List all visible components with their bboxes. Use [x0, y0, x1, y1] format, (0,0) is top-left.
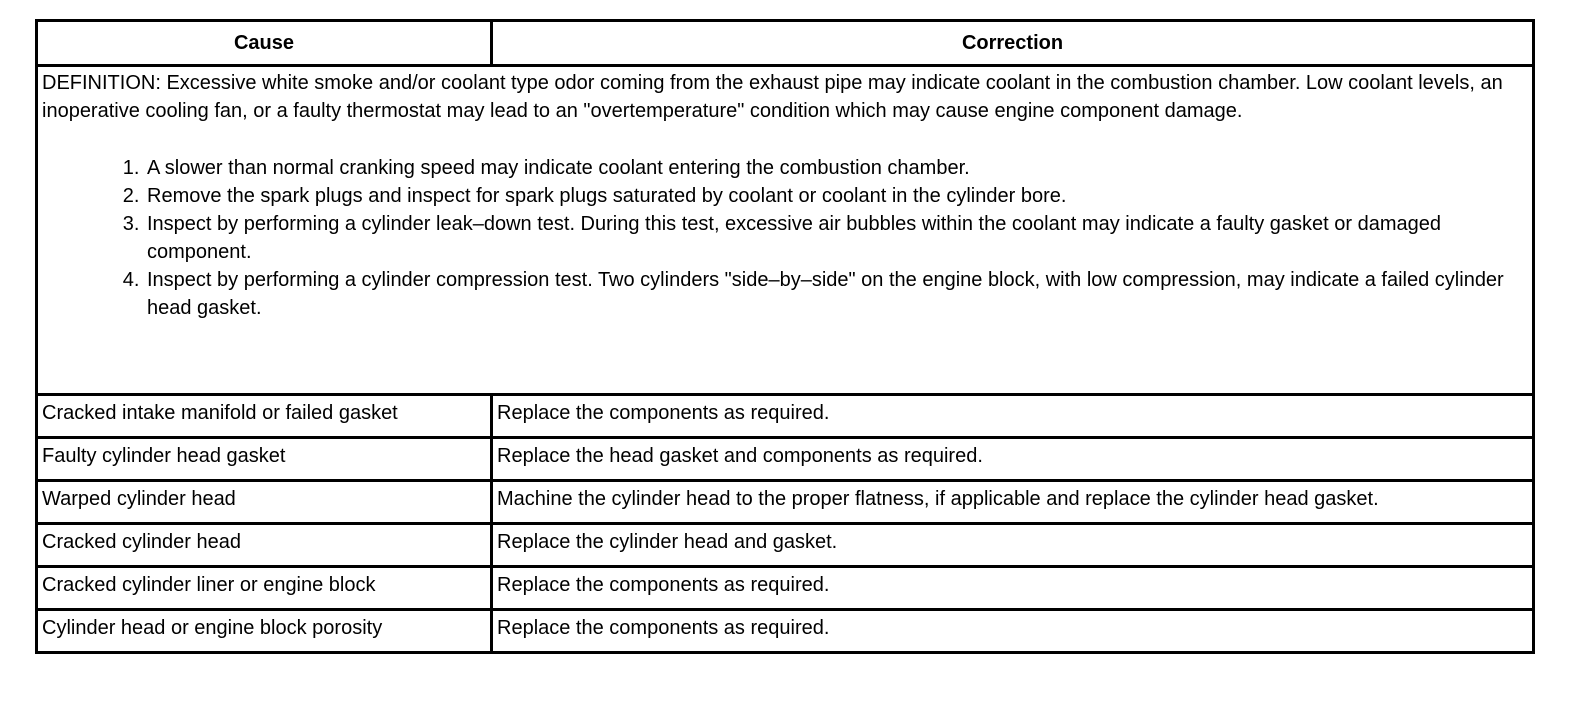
cause-cell: Faulty cylinder head gasket — [37, 438, 492, 481]
definition-row — [37, 66, 1534, 395]
table-row — [37, 438, 1534, 481]
table-row — [37, 481, 1534, 524]
inspection-steps-list — [42, 154, 1529, 322]
correction-cell: Replace the head gasket and components as required. — [492, 438, 1534, 481]
header-row — [37, 21, 1534, 66]
cause-cell: Cracked cylinder head — [37, 524, 492, 567]
cause-cell: Warped cylinder head — [37, 481, 492, 524]
table-row — [37, 524, 1534, 567]
inspection-step: 4. Inspect by performing a cylinder compression test. Two cylinders "side–by–side" on the engine block, with low compression, may indicate a failed cylinder head gasket. — [145, 266, 1529, 322]
cause-cell: Cracked intake manifold or failed gasket — [37, 395, 492, 438]
inspection-step: 1. A slower than normal cranking speed may indicate coolant entering the combustion chamber. — [145, 154, 1529, 182]
table-row — [37, 395, 1534, 438]
diagnosis-table — [35, 19, 1535, 654]
cause-column-header: Cause — [37, 21, 492, 66]
correction-cell: Replace the components as required. — [492, 567, 1534, 610]
correction-cell: Replace the cylinder head and gasket. — [492, 524, 1534, 567]
correction-cell: Machine the cylinder head to the proper flatness, if applicable and replace the cylinder head gasket. — [492, 481, 1534, 524]
cause-cell: Cracked cylinder liner or engine block — [37, 567, 492, 610]
inspection-step: 2. Remove the spark plugs and inspect for spark plugs saturated by coolant or coolant in the cylinder bore. — [145, 182, 1529, 210]
table-row — [37, 610, 1534, 653]
definition-text: DEFINITION: Excessive white smoke and/or coolant type odor coming from the exhaust pipe may indicate coolant in the combustion chamber. Low coolant levels, an inoperative cooling fan, or a faulty thermostat may lead to an "overtemperature" condition which may cause engine component damage. — [42, 72, 1503, 122]
correction-column-header: Correction — [492, 21, 1534, 66]
correction-cell: Replace the components as required. — [492, 395, 1534, 438]
correction-cell: Replace the components as required. — [492, 610, 1534, 653]
cause-cell: Cylinder head or engine block porosity — [37, 610, 492, 653]
definition-cell — [37, 66, 1534, 395]
table-row — [37, 567, 1534, 610]
inspection-step: 3. Inspect by performing a cylinder leak–down test. During this test, excessive air bubbles within the coolant may indicate a faulty gasket or damaged component. — [145, 210, 1529, 266]
